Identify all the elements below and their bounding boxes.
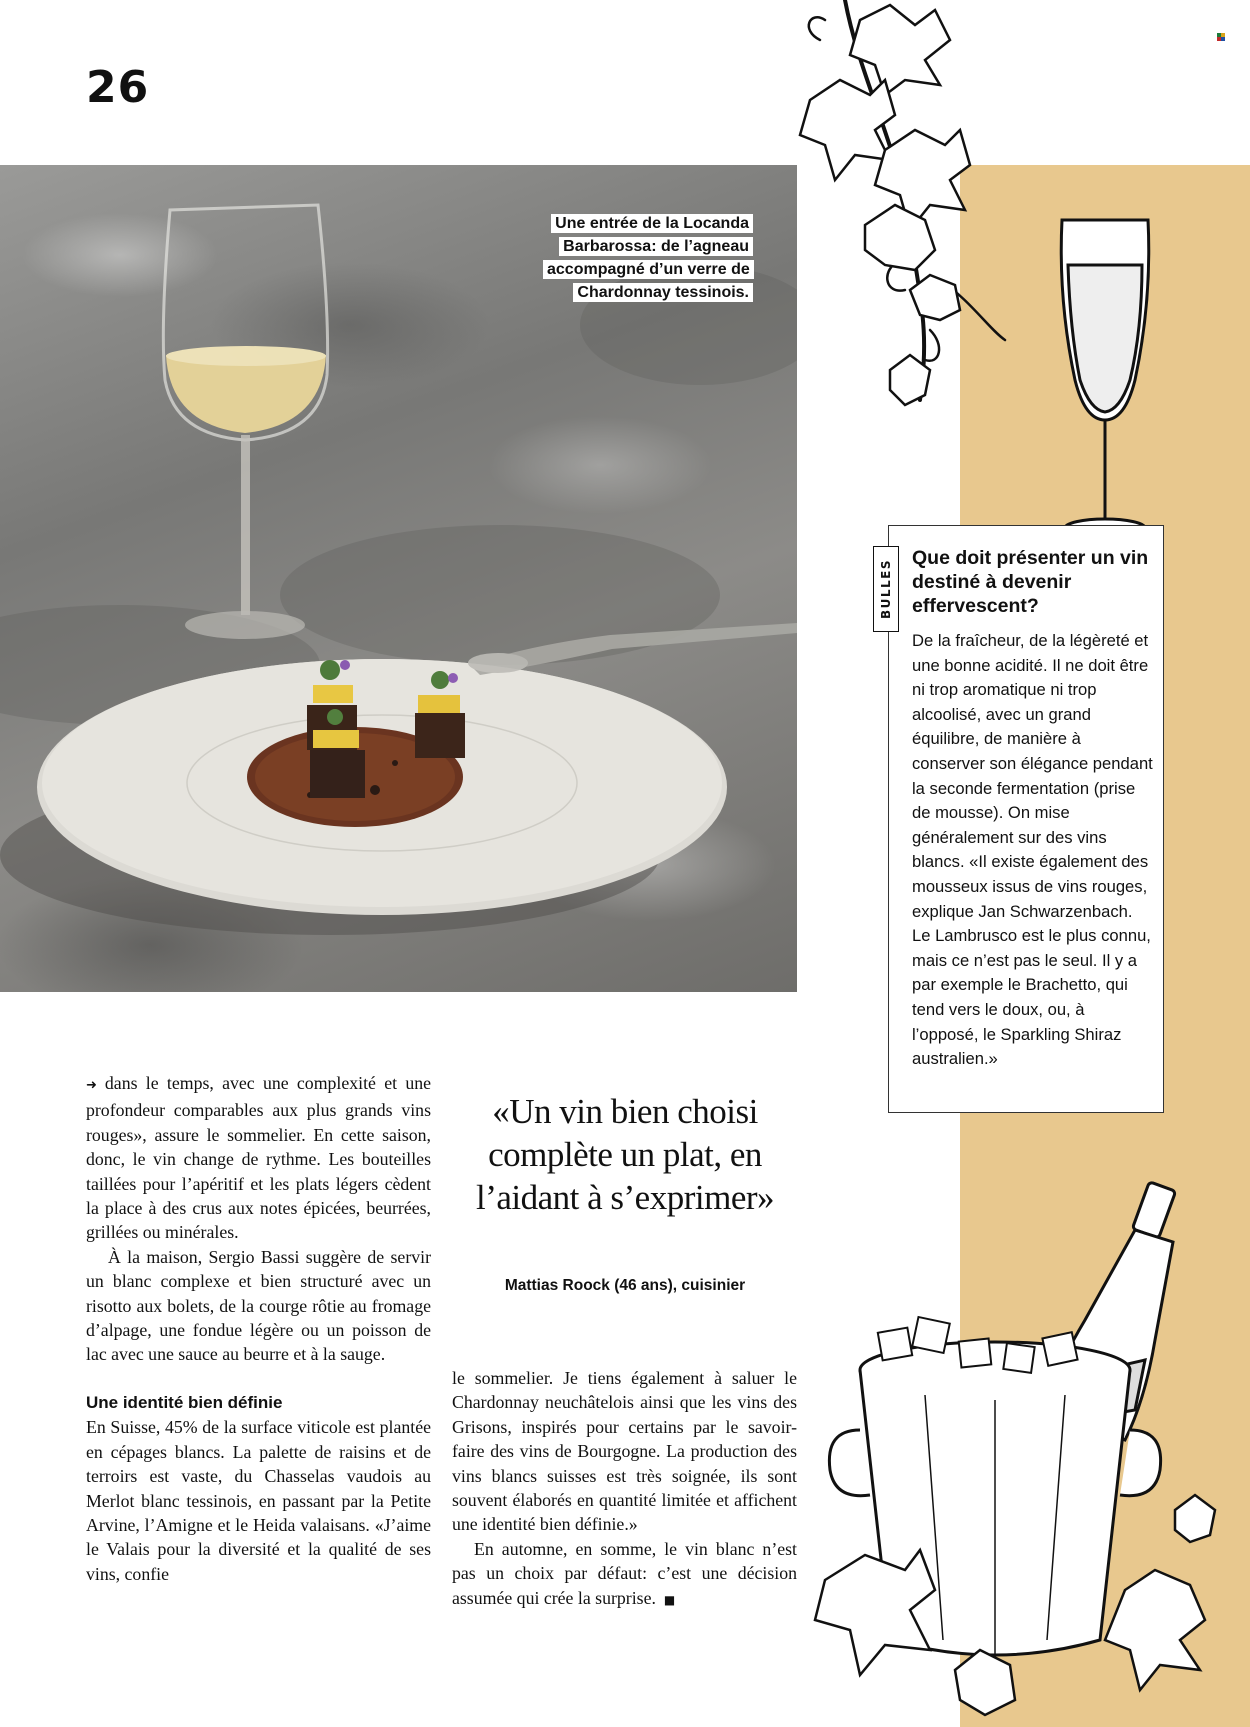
paragraph-3: En Suisse, 45% de la surface viticole est plantée en cépages blancs. La palette de raisins et de terroirs est vaste, du Chasselas vaudois au Merlot blanc tessinois, en passant par la Petite Arvine, l’Amigne et le Heida valaisans. «J’aime le Valais pour la diversité et la qualité de ses vins, confie <box>86 1417 431 1584</box>
vine-leaves <box>800 5 970 405</box>
pull-quote-author: Mattias Roock (46 ans), cuisinier <box>504 1277 746 1294</box>
paragraph-1 <box>86 1071 431 1245</box>
vine-champagne-illustration <box>790 0 1210 560</box>
article-column-left <box>86 1071 431 1586</box>
wine-bucket-illustration <box>795 1170 1250 1727</box>
plate <box>37 659 727 915</box>
sidebar-label-text: BULLES <box>879 558 893 620</box>
continuation-arrow-icon: ➜ <box>86 1078 97 1093</box>
section-subhead: Une identité bien définie <box>86 1392 283 1412</box>
pull-quote: «Un vin bien choisi complète un plat, en l’aidant à s’exprimer» <box>475 1092 775 1217</box>
champagne-glass <box>1061 220 1149 537</box>
photo-caption <box>543 212 753 304</box>
paragraph-4: le sommelier. Je tiens également à saluer le Chardonnay neuchâtelois ainsi que les vins des Grisons, inspirés pour certains par le savoir-faire des vins de Bourgogne. La production des vins blancs suisses est très soignée, ils sont souvent élaborés en quantité limitée et affichent une identité bien définie.» <box>452 1368 797 1535</box>
article-column-right <box>452 1366 797 1612</box>
paragraph-2: À la maison, Sergio Bassi suggère de servir un blanc complexe et bien structuré avec un risotto aux bolets, de la courge rôtie au fromage d’alpage, une fondue légère ou un poisson de lac avec une sauce au beurre et à la sauge. <box>86 1246 431 1365</box>
paragraph-1-text: dans le temps, avec une complexité et une profondeur comparables aux plus grands vins rouges», assure le sommelier. En cette saison, donc, le vin change de rythme. Les bouteilles taillées pour l’apéritif et les plats légers cèdent la place à des crus aux notes épicées, beurrées, grillées ou minérales. <box>86 1073 431 1243</box>
page-number: 26 <box>86 62 150 113</box>
photo-caption-text: Une entrée de la Locanda Barbarossa: de l’agneau accompagné d’un verre de Chardonnay tessinois. <box>543 214 754 302</box>
sidebar-label <box>873 546 899 632</box>
paragraph-5 <box>452 1537 797 1612</box>
sidebar-title: Que doit présenter un vin destiné à devenir effervescent? <box>912 547 1149 617</box>
food-photo <box>0 165 797 992</box>
paragraph-5-text: En automne, en somme, le vin blanc n’est pas un choix par défaut: c’est une décision assumée qui crée la surprise. <box>452 1538 797 1608</box>
sidebar-body: De la fraîcheur, de la légèreté et une bonne acidité. Il ne doit être ni trop aromatique ni trop alcoolisé, avec un grand équilibre, de manière à conserver son élégance pendant la seconde fermentation (prise de mousse). On mise généralement sur des vins blancs. «Il existe également des mousseux issus de vins rouges, explique Jan Schwarzenbach. Le Lambrusco est le plus connu, mais ce n’est pas le seul. Il y a par exemple le Brachetto, qui tend vers le doux, ou, à l’opposé, le Sparkling Shiraz australien.» <box>912 631 1153 1069</box>
corner-marker-icon <box>1217 33 1229 43</box>
end-mark-icon: ■ <box>663 1592 676 1607</box>
